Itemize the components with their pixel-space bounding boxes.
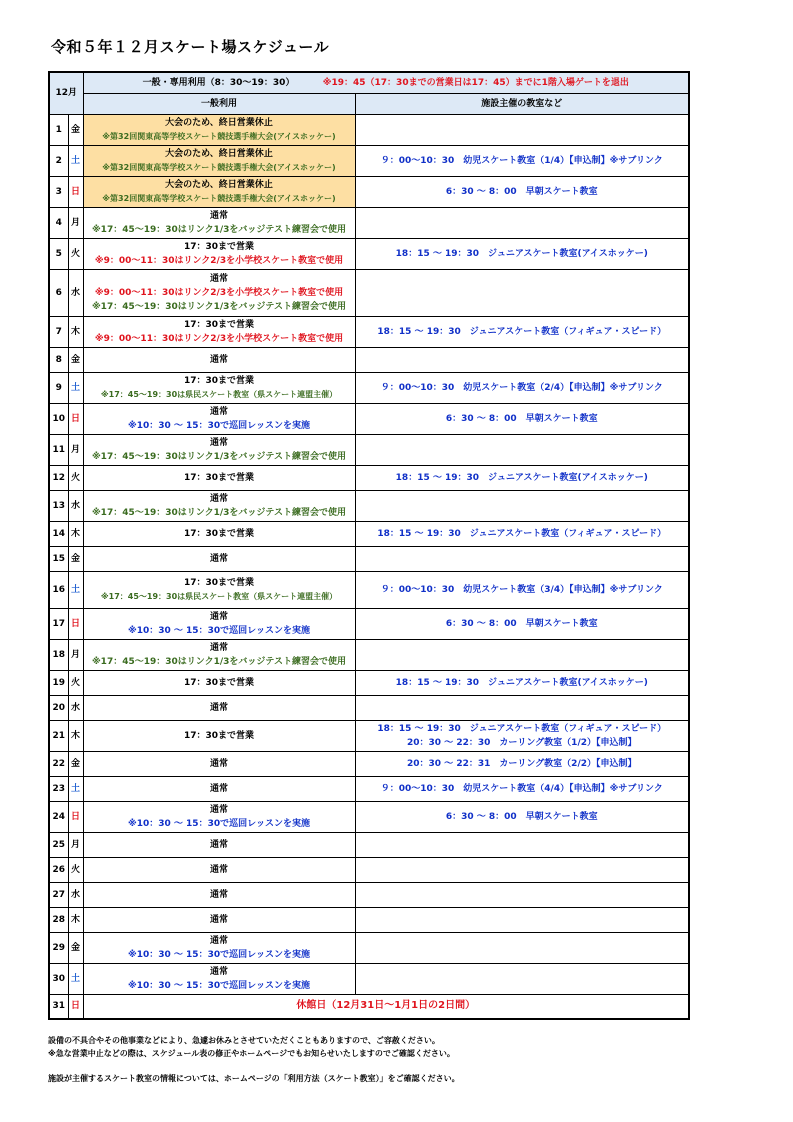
class-cell — [355, 695, 689, 720]
general-use-cell — [83, 434, 355, 465]
general-use-cell — [83, 932, 355, 963]
weekday: 金 — [68, 347, 83, 372]
general-use-text: 通常 — [209, 553, 228, 564]
class-cell — [355, 571, 689, 608]
table-row — [49, 751, 689, 776]
general-use-text: 17：30まで営業 — [183, 730, 255, 741]
class-text: 6：30 ～ 8：00 早朝スケート教室 — [445, 413, 598, 424]
weekday: 月 — [68, 434, 83, 465]
table-row — [49, 207, 689, 238]
class-cell — [355, 832, 689, 857]
class-cell — [355, 670, 689, 695]
general-use-text: ※10：30 ～ 15：30で巡回レッスンを実施 — [127, 625, 311, 636]
class-text: ９：00～10：30 幼児スケート教室（1/4）【申込制】※サブリンク — [380, 155, 663, 166]
note-line: 設備の不具合やその他事業などにより、急遽お休みとさせていただくこともありますので、ご容赦ください。 — [48, 1036, 440, 1045]
general-use-text: ※10：30 ～ 15：30で巡回レッスンを実施 — [127, 818, 311, 829]
general-use-text: ※17：45～19：30は県民スケート教室（県スケート連盟主催） — [100, 592, 338, 601]
weekday: 月 — [68, 207, 83, 238]
weekday: 木 — [68, 907, 83, 932]
note-line: ※急な営業中止などの際は、スケジュール表の修正やホームページでもお知らせいたしますのでご確認ください。 — [48, 1049, 455, 1058]
general-use-text: ※17：45～19：30は県民スケート教室（県スケート連盟主催） — [100, 390, 338, 399]
general-use-text: ※17：45～19：30はリンク1/3をバッジテスト練習会で使用 — [91, 656, 347, 667]
general-use-text: 17：30まで営業 — [183, 677, 255, 688]
weekday: 日 — [68, 403, 83, 434]
general-use-cell — [83, 403, 355, 434]
general-use-text: 通常 — [209, 354, 228, 365]
table-row — [49, 434, 689, 465]
class-cell — [355, 751, 689, 776]
general-use-text: ※9：00～11：30はリンク2/3を小学校スケート教室で使用 — [94, 287, 344, 298]
classes-column-header: 施設主催の教室など — [355, 93, 689, 114]
general-use-text: 通常 — [209, 804, 228, 815]
day-number: 25 — [49, 832, 68, 857]
general-use-cell — [83, 907, 355, 932]
general-use-text: 通常 — [209, 935, 228, 946]
general-use-text: ※第32回関東高等学校スケート競技選手権大会(アイスホッケー) — [102, 163, 336, 172]
class-cell — [355, 882, 689, 907]
day-number: 1 — [49, 114, 68, 145]
closed-notice: 休館日（12月31日～1月1日の2日間） — [83, 994, 689, 1019]
table-row — [49, 571, 689, 608]
table-row — [49, 145, 689, 176]
weekday: 日 — [68, 608, 83, 639]
general-column-header: 一般利用 — [83, 93, 355, 114]
class-text: ９：00～10：30 幼児スケート教室（3/4）【申込制】※サブリンク — [380, 584, 663, 595]
general-use-text: ※第32回関東高等学校スケート競技選手権大会(アイスホッケー) — [102, 194, 336, 203]
class-cell — [355, 521, 689, 546]
general-use-text: 通常 — [209, 864, 228, 875]
general-use-text: 大会のため、終日営業休止 — [165, 149, 273, 159]
class-cell — [355, 963, 689, 994]
class-text: ９：00～10：30 幼児スケート教室（4/4）【申込制】※サブリンク — [380, 783, 663, 794]
table-row — [49, 372, 689, 403]
class-cell — [355, 114, 689, 145]
class-text: 18：15 ～ 19：30 ジュニアスケート教室(アイスホッケー) — [395, 472, 648, 483]
general-use-text: ※10：30 ～ 15：30で巡回レッスンを実施 — [127, 949, 311, 960]
table-row — [49, 882, 689, 907]
class-cell — [355, 347, 689, 372]
class-text: 6：30 ～ 8：00 早朝スケート教室 — [445, 618, 598, 629]
weekday: 金 — [68, 751, 83, 776]
general-use-text: 17：30まで営業 — [183, 578, 255, 588]
general-use-cell — [83, 571, 355, 608]
general-use-text: 通常 — [209, 273, 228, 284]
table-row — [49, 114, 689, 145]
general-use-cell — [83, 465, 355, 490]
general-use-cell — [83, 882, 355, 907]
general-use-text: 通常 — [209, 702, 228, 713]
class-text: 18：15 ～ 19：30 ジュニアスケート教室（フィギュア・スピード） — [377, 326, 667, 337]
weekday: 日 — [68, 994, 83, 1019]
weekday: 土 — [68, 372, 83, 403]
general-use-text: 通常 — [209, 642, 228, 653]
class-text: 18：15 ～ 19：30 ジュニアスケート教室(アイスホッケー) — [395, 677, 648, 688]
schedule-rows — [49, 114, 689, 1019]
day-number: 15 — [49, 546, 68, 571]
day-number: 11 — [49, 434, 68, 465]
class-cell — [355, 932, 689, 963]
general-use-cell — [83, 145, 355, 176]
table-row — [49, 608, 689, 639]
day-number: 4 — [49, 207, 68, 238]
general-use-cell — [83, 832, 355, 857]
weekday: 日 — [68, 176, 83, 207]
general-use-text: 17：30まで営業 — [183, 528, 255, 539]
general-use-cell — [83, 720, 355, 751]
general-use-cell — [83, 670, 355, 695]
general-use-text: ※9：00～11：30はリンク2/3を小学校スケート教室で使用 — [94, 333, 344, 344]
table-row — [49, 963, 689, 994]
day-number: 8 — [49, 347, 68, 372]
class-cell — [355, 608, 689, 639]
table-row — [49, 857, 689, 882]
general-use-cell — [83, 776, 355, 801]
class-text: 6：30 ～ 8：00 早朝スケート教室 — [445, 811, 598, 822]
class-text: 20：30 ～ 22：30 カーリング教室（1/2）【申込制】 — [407, 737, 637, 748]
class-text: 20：30 ～ 22：31 カーリング教室（2/2）【申込制】 — [407, 758, 637, 769]
class-cell — [355, 801, 689, 832]
table-row — [49, 521, 689, 546]
general-use-cell — [83, 521, 355, 546]
general-use-cell — [83, 269, 355, 316]
general-use-text: ※17：45～19：30はリンク1/3をバッジテスト練習会で使用 — [91, 301, 347, 312]
weekday: 木 — [68, 521, 83, 546]
general-use-text: ※9：00～11：30はリンク2/3を小学校スケート教室で使用 — [94, 255, 344, 266]
class-text: 18：15 ～ 19：30 ジュニアスケート教室(アイスホッケー) — [395, 248, 648, 259]
weekday: 土 — [68, 776, 83, 801]
weekday: 月 — [68, 832, 83, 857]
table-row — [49, 347, 689, 372]
general-use-text: 通常 — [209, 210, 228, 221]
footer-notes — [48, 1034, 460, 1085]
general-use-text: 通常 — [209, 406, 228, 417]
general-use-text: 通常 — [209, 966, 228, 977]
table-row — [49, 490, 689, 521]
general-use-cell — [83, 857, 355, 882]
class-text: ９：00～10：30 幼児スケート教室（2/4）【申込制】※サブリンク — [380, 382, 663, 393]
general-use-cell — [83, 238, 355, 269]
general-use-text: 通常 — [209, 758, 228, 769]
class-cell — [355, 907, 689, 932]
day-number: 12 — [49, 465, 68, 490]
day-number: 17 — [49, 608, 68, 639]
weekday: 金 — [68, 546, 83, 571]
weekday: 月 — [68, 639, 83, 670]
table-row — [49, 994, 689, 1019]
general-use-cell — [83, 372, 355, 403]
weekday: 土 — [68, 963, 83, 994]
exit-note: ※19：45（17：30までの営業日は17：45）までに1階入場ゲートを退出 — [322, 77, 629, 88]
class-cell — [355, 403, 689, 434]
class-cell — [355, 639, 689, 670]
general-use-cell — [83, 114, 355, 145]
day-number: 3 — [49, 176, 68, 207]
general-use-text: ※第32回関東高等学校スケート競技選手権大会(アイスホッケー) — [102, 132, 336, 141]
table-row — [49, 546, 689, 571]
day-number: 16 — [49, 571, 68, 608]
weekday: 木 — [68, 316, 83, 347]
day-number: 28 — [49, 907, 68, 932]
table-row — [49, 269, 689, 316]
weekday: 土 — [68, 571, 83, 608]
general-use-text: 通常 — [209, 839, 228, 850]
table-row — [49, 670, 689, 695]
weekday: 土 — [68, 145, 83, 176]
class-text: 18：15 ～ 19：30 ジュニアスケート教室（フィギュア・スピード） — [377, 528, 667, 539]
note-line: 施設が主催するスケート教室の情報については、ホームページの「利用方法（スケート教室）」をご確認ください。 — [48, 1074, 460, 1083]
table-row — [49, 639, 689, 670]
class-cell — [355, 238, 689, 269]
general-use-text: 通常 — [209, 783, 228, 794]
class-text: 6：30 ～ 8：00 早朝スケート教室 — [445, 186, 598, 197]
weekday: 火 — [68, 465, 83, 490]
general-use-cell — [83, 490, 355, 521]
general-use-text: 通常 — [209, 493, 228, 504]
day-number: 29 — [49, 932, 68, 963]
general-use-text: ※17：45～19：30はリンク1/3をバッジテスト練習会で使用 — [91, 451, 347, 462]
weekday: 火 — [68, 238, 83, 269]
day-number: 6 — [49, 269, 68, 316]
weekday: 水 — [68, 490, 83, 521]
weekday: 火 — [68, 670, 83, 695]
table-row — [49, 176, 689, 207]
general-use-text: ※10：30 ～ 15：30で巡回レッスンを実施 — [127, 420, 311, 431]
general-use-text: 17：30まで営業 — [183, 376, 255, 386]
day-number: 24 — [49, 801, 68, 832]
general-use-text: ※17：45～19：30はリンク1/3をバッジテスト練習会で使用 — [91, 224, 347, 235]
day-number: 2 — [49, 145, 68, 176]
day-number: 22 — [49, 751, 68, 776]
table-row — [49, 776, 689, 801]
general-use-cell — [83, 963, 355, 994]
day-number: 21 — [49, 720, 68, 751]
general-use-cell — [83, 695, 355, 720]
class-cell — [355, 434, 689, 465]
day-number: 5 — [49, 238, 68, 269]
general-use-text: ※17：45～19：30はリンク1/3をバッジテスト練習会で使用 — [91, 507, 347, 518]
month-header: 12月 — [49, 72, 83, 114]
weekday: 水 — [68, 882, 83, 907]
general-use-text: 17：30まで営業 — [183, 472, 255, 483]
class-cell — [355, 465, 689, 490]
day-number: 26 — [49, 857, 68, 882]
day-number: 23 — [49, 776, 68, 801]
weekday: 日 — [68, 801, 83, 832]
class-cell — [355, 207, 689, 238]
general-use-cell — [83, 176, 355, 207]
general-use-cell — [83, 546, 355, 571]
general-use-cell — [83, 347, 355, 372]
weekday: 木 — [68, 720, 83, 751]
weekday: 水 — [68, 269, 83, 316]
day-number: 27 — [49, 882, 68, 907]
class-cell — [355, 546, 689, 571]
table-row — [49, 932, 689, 963]
table-row — [49, 465, 689, 490]
table-row — [49, 832, 689, 857]
class-cell — [355, 372, 689, 403]
general-use-cell — [83, 751, 355, 776]
general-use-cell — [83, 316, 355, 347]
table-row — [49, 907, 689, 932]
class-cell — [355, 269, 689, 316]
day-number: 9 — [49, 372, 68, 403]
general-use-cell — [83, 801, 355, 832]
general-use-text: 17：30まで営業 — [183, 319, 255, 330]
day-number: 13 — [49, 490, 68, 521]
general-use-text: 通常 — [209, 611, 228, 622]
general-use-text: 17：30まで営業 — [183, 241, 255, 252]
general-use-text: 通常 — [209, 889, 228, 900]
day-number: 30 — [49, 963, 68, 994]
class-cell — [355, 776, 689, 801]
weekday: 水 — [68, 695, 83, 720]
general-use-cell — [83, 207, 355, 238]
day-number: 7 — [49, 316, 68, 347]
class-cell — [355, 145, 689, 176]
table-row — [49, 238, 689, 269]
weekday: 金 — [68, 932, 83, 963]
day-number: 20 — [49, 695, 68, 720]
table-row — [49, 801, 689, 832]
class-cell — [355, 720, 689, 751]
table-row — [49, 720, 689, 751]
general-use-cell — [83, 639, 355, 670]
day-number: 31 — [49, 994, 68, 1019]
weekday: 金 — [68, 114, 83, 145]
general-use-text: 通常 — [209, 437, 228, 448]
general-use-text: 大会のため、終日営業休止 — [165, 118, 273, 128]
table-row — [49, 316, 689, 347]
schedule-table — [48, 71, 690, 1020]
general-use-text: 通常 — [209, 914, 228, 925]
general-use-text: ※10：30 ～ 15：30で巡回レッスンを実施 — [127, 980, 311, 991]
day-number: 19 — [49, 670, 68, 695]
hours-text: 一般・専用利用（8：30～19：30） — [142, 77, 295, 88]
table-row — [49, 403, 689, 434]
class-cell — [355, 490, 689, 521]
general-use-text: 大会のため、終日営業休止 — [165, 180, 273, 190]
day-number: 18 — [49, 639, 68, 670]
hours-header — [83, 72, 689, 93]
weekday: 火 — [68, 857, 83, 882]
class-text: 18：15 ～ 19：30 ジュニアスケート教室（フィギュア・スピード） — [377, 723, 667, 734]
class-cell — [355, 176, 689, 207]
table-row — [49, 695, 689, 720]
general-use-cell — [83, 608, 355, 639]
day-number: 14 — [49, 521, 68, 546]
day-number: 10 — [49, 403, 68, 434]
class-cell — [355, 316, 689, 347]
page-title: 令和５年１２月スケート場スケジュール — [51, 38, 330, 56]
class-cell — [355, 857, 689, 882]
